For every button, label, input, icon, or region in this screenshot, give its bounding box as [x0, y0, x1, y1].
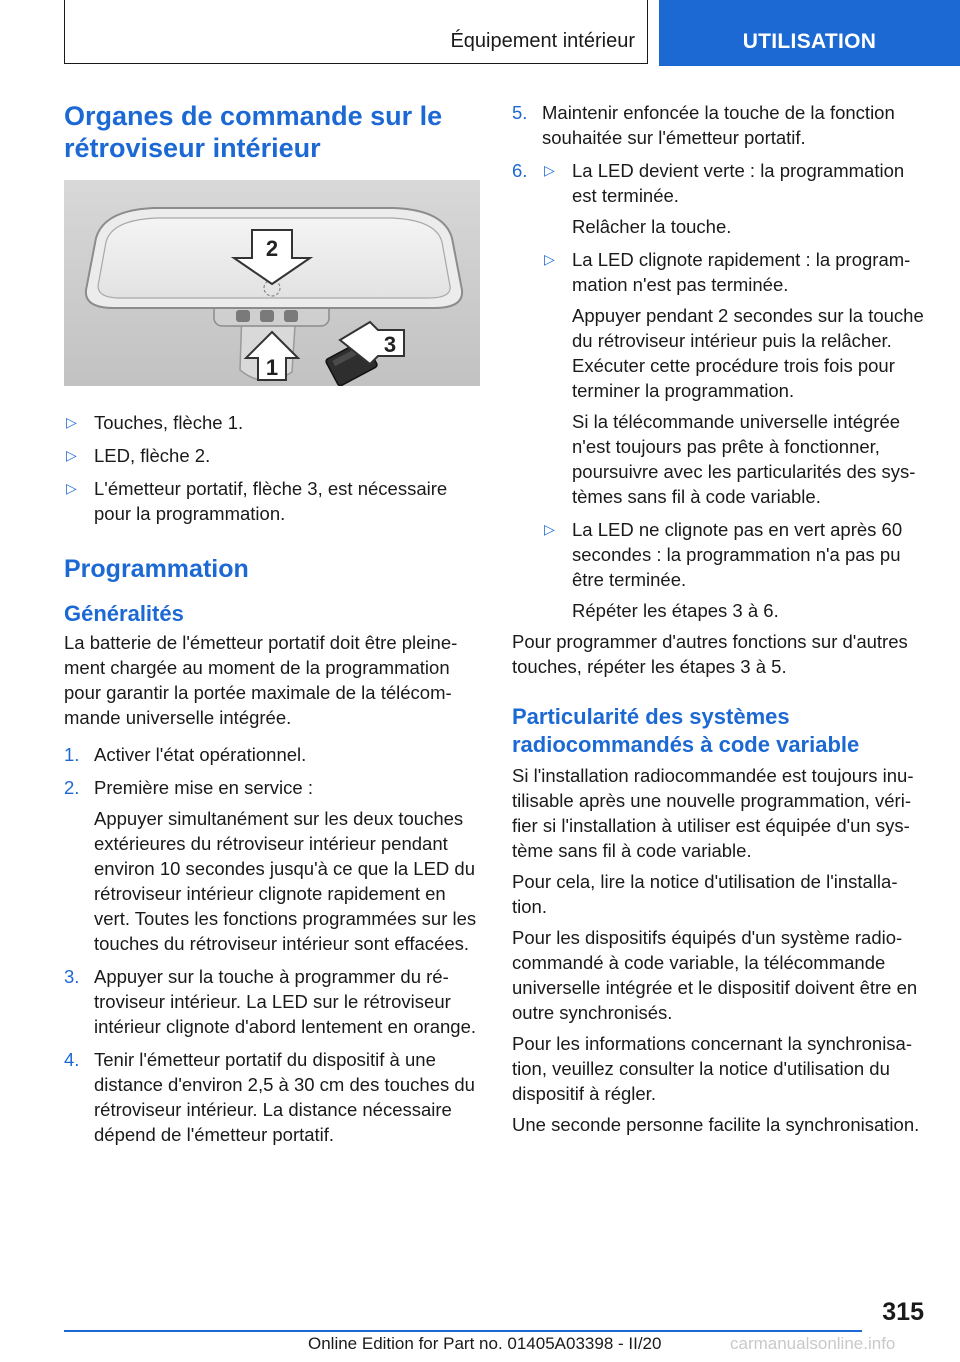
step-number: 6.: [512, 160, 528, 181]
step-number: 4.: [64, 1049, 80, 1070]
section-title: Équipement intérieur: [450, 30, 635, 52]
step-item: [64, 964, 480, 1039]
step-item: [64, 742, 480, 767]
heading-generalites: Généralités: [64, 601, 184, 626]
heading-programmation: Programmation: [64, 555, 249, 583]
step-text: Activer l'état opérationnel.: [94, 744, 307, 765]
arrow-2-label: 2: [265, 236, 279, 261]
triangle-bullet-icon: ▷: [66, 447, 77, 463]
generalites-paragraph: La batterie de l'émetteur portatif doit être pleinement chargée au moment de la programmation pour garantir la portée maximale de la télécommande universelle intégrée.: [64, 632, 458, 728]
left-column: [64, 100, 480, 1147]
after-steps-paragraph: Pour programmer d'autres fonctions sur d'autres touches, répéter les étapes 3 à 5.: [512, 631, 908, 677]
paragraph: Pour les dispositifs équipés d'un système radiocommandé à code variable, la télécommande universelle intégrée et le dispositif doivent être en outre synchronisés.: [512, 927, 918, 1023]
step-item: [64, 775, 480, 956]
arrow-3-label: 3: [383, 332, 397, 357]
paragraph: Pour cela, lire la notice d'utilisation de l'installation.: [512, 871, 898, 917]
chapter-tab: [659, 0, 960, 66]
heading-particularite: Particularité des systèmes radiocommandés à code variable: [512, 704, 860, 757]
footer-edition: Online Edition for Part no. 01405A03398 - II/20: [308, 1334, 662, 1353]
controls-list: [64, 410, 480, 526]
mirror-illustration: [64, 180, 480, 386]
sub-item: ▷ La LED clignote rapidement : la programmation n'est pas terminée. Appuyer pendant 2 secondes sur la touche du rétroviseur intérieur puis la relâcher. Exécuter cette procédure trois fois pour terminer la programmation. Si la télécommande universelle intégrée n'est toujours pas prête à fonctionner, poursuivre avec les particularités des systèmes sans fil à code variable.: [544, 249, 924, 507]
step-number: 2.: [64, 777, 80, 798]
sub-item: ▷ La LED devient verte : la programmation est terminée. Relâcher la touche.: [544, 160, 905, 237]
step-number: 1.: [64, 744, 80, 765]
steps-list: [64, 742, 480, 1147]
step-item: [512, 158, 926, 623]
triangle-bullet-icon: ▷: [544, 162, 555, 178]
step-text: Tenir l'émetteur portatif du dispositif à une distance d'environ 2,5 à 30 cm des touches du rétroviseur intérieur. La distance nécessaire dépend de l'émetteur portatif.: [94, 1049, 475, 1145]
footer-watermark: carmanualsonline.info: [730, 1334, 896, 1353]
page-number: 315: [882, 1298, 924, 1326]
arrow-1-label: 1: [265, 355, 279, 380]
step-item: [64, 1047, 480, 1147]
paragraph: Pour les informations concernant la synchronisation, veuillez consulter la notice d'utilisation du dispositif à régler.: [512, 1033, 913, 1104]
sub-item: ▷ La LED ne clignote pas en vert après 60 secondes : la programmation n'a pas pu être terminée. Répéter les étapes 3 à 6.: [544, 519, 903, 621]
paragraph: Une seconde personne facilite la synchronisation.: [512, 1114, 920, 1135]
right-column: [512, 100, 926, 1137]
list-item: ▷ LED, flèche 2.: [66, 445, 211, 466]
mirror-figure: [64, 180, 480, 386]
triangle-bullet-icon: ▷: [66, 480, 77, 496]
triangle-bullet-icon: ▷: [544, 521, 555, 537]
step-detail: Appuyer simultanément sur les deux touches extérieures du rétroviseur intérieur pendant environ 10 secondes jusqu'à ce que la LED du rétroviseur intérieur clignote rapidement en vert. Toutes les fonctions programmées sur les touches du rétroviseur intérieur sont effacées.: [94, 808, 477, 954]
step-text: Appuyer sur la touche à programmer du rétroviseur intérieur. La LED sur le rétroviseur intérieur clignote d'abord lentement en orange.: [94, 966, 477, 1037]
step-number: 3.: [64, 966, 80, 987]
triangle-bullet-icon: ▷: [544, 251, 555, 267]
step-number: 5.: [512, 102, 528, 123]
paragraph: Si l'installation radiocommandée est toujours inutilisable après une nouvelle programmation, vérifier si l'installation à utiliser est équipée d'un système sans fil à code variable.: [512, 765, 914, 861]
step-text: Maintenir enfoncée la touche de la fonction souhaitée sur l'émetteur portatif.: [542, 102, 895, 148]
step-text: Première mise en service :: [94, 777, 313, 798]
section-tab: [64, 0, 648, 64]
triangle-bullet-icon: ▷: [66, 414, 77, 430]
chapter-title: UTILISATION: [742, 30, 877, 53]
list-item: ▷ L'émetteur portatif, flèche 3, est nécessaire pour la programmation.: [66, 478, 448, 524]
heading-controls: Organes de commande sur le rétroviseur intérieur: [64, 101, 443, 163]
list-item: ▷ Touches, flèche 1.: [66, 412, 244, 433]
footer-divider: [64, 1330, 862, 1332]
page-header: [64, 0, 960, 66]
step-item: [512, 100, 926, 150]
